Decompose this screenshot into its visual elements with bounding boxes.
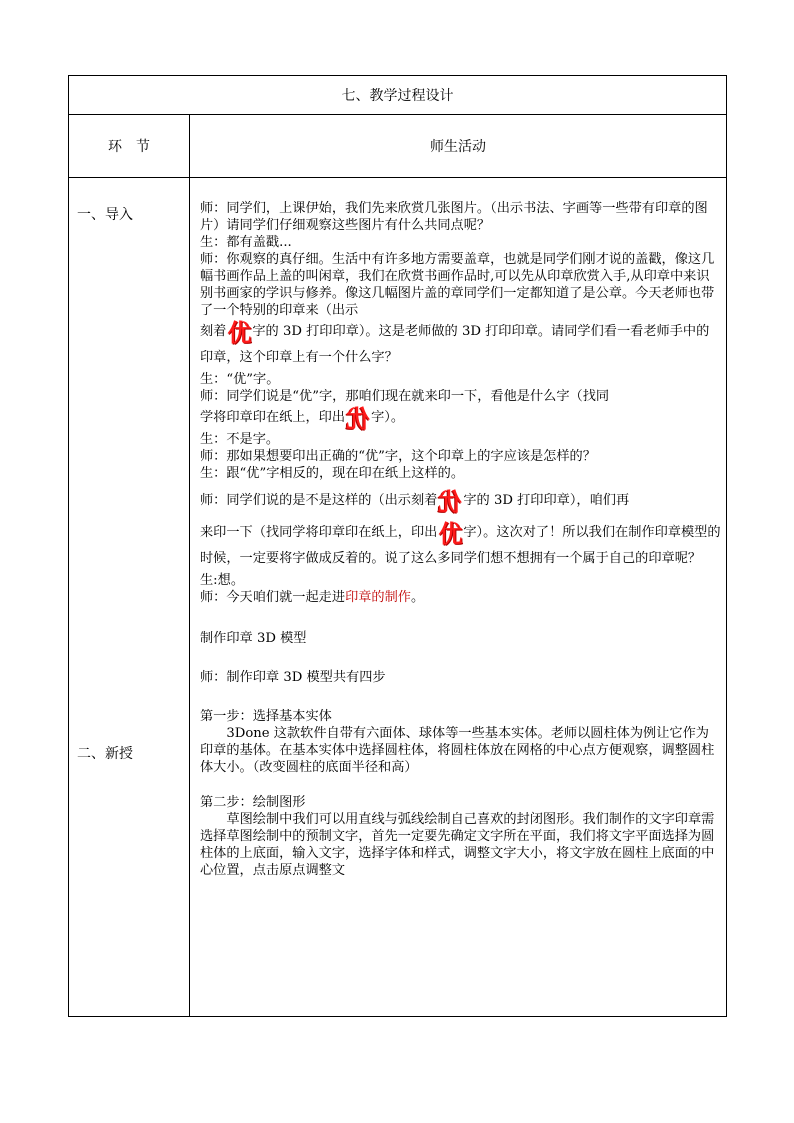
lesson-process-table [68, 75, 727, 1017]
step1-body: 3Done 这款软件自带有六面体、球体等一些基本实体。老师以圆柱体为例让它作为印章的基体。在基本实体中选择圆柱体，将圆柱体放在网格的中心点方便观察，调整圆柱体大小。（改变圆柱的底面半径和高） [200, 726, 715, 775]
intro-text: 师：今天咱们就一起走进 [200, 590, 346, 605]
highlight-topic: 印章的制作 [345, 590, 411, 605]
column-header-activity: 师生活动 [190, 115, 727, 178]
new-heading: 制作印章 3D 模型 [200, 631, 307, 646]
stage-new-label: 二、新授 [77, 746, 133, 762]
teacher-line: 师：制作印章 3D 模型共有四步 [200, 670, 386, 685]
intro-text: 字）。这次对了！所以我们在制作印章模型的时候，一定要将字做成反着的。说了这么多同学们想不想拥有一个属于自己的印章呢？ [200, 525, 721, 566]
column-header-stage: 环 节 [69, 115, 190, 178]
stamp-you-mirrored-icon: 优 [438, 488, 463, 516]
step1-title: 第一步：选择基本实体 [200, 709, 332, 724]
intro-text: 。 [411, 590, 425, 605]
intro-line [200, 589, 722, 606]
intro-line: 师：你观察的真仔细。生活中有许多地方需要盖章，也就是同学们刚才说的盖戳，像这几幅书画作品上盖的叫闲章，我们在欣赏书画作品时,可以先从印章欣赏入手,从印章中来识别书画家的学识与修养。像这几幅图片盖的章同学们一定都知道了是公章。今天老师也带了一个特别的印章来（出示 [200, 252, 715, 318]
intro-line: 生：都有盖戳... [200, 235, 292, 250]
intro-text: 学将印章印在纸上，印出 [200, 410, 346, 425]
intro-line: 师：同学们说是“优”字，那咱们现在就来印一下，看他是什么字（找同 [200, 389, 610, 404]
activity-column [190, 178, 727, 1017]
intro-text: 字的 3D 打印印章）。这是老师做的 3D 打印印章。请同学们看一看老师手中的印章，这个印章上有一个什么字？ [200, 324, 710, 365]
intro-text: 字的 3D 打印印章），咱们再 [463, 493, 630, 508]
intro-line [200, 488, 722, 514]
intro-text: 字）。 [371, 410, 405, 425]
intro-text: 师：同学们说的是不是这样的（出示刻着 [200, 493, 438, 508]
step2-body: 草图绘制中我们可以用直线与弧线绘制自己喜欢的封闭图形。我们制作的文字印章需选择草图绘制中的预制文字，首先一定要先确定文字所在平面，我们将文字平面选择为圆柱体的上底面，输入文字，选择字体和样式，调整文字大小，将文字放在圆柱上底面的中心位置，点击原点调整文 [200, 812, 715, 878]
intro-line: 生：跟“优”字相反的，现在印在纸上这样的。 [200, 466, 465, 481]
stage-intro-label: 一、导入 [77, 207, 133, 223]
section-title: 七、教学过程设计 [69, 76, 727, 115]
intro-line: 生：不是字。 [200, 432, 280, 447]
step2-title: 第二步：绘制图形 [200, 795, 306, 810]
intro-line: 师：同学们，上课伊始，我们先来欣赏几张图片。（出示书法、字画等一些带有印章的图片）请同学们仔细观察这些图片有什么共同点呢？ [200, 201, 708, 233]
intro-line [200, 405, 722, 431]
stamp-you-icon: 优 [438, 520, 463, 548]
intro-line: 生：“优”字。 [200, 372, 280, 387]
intro-text: 来印一下（找同学将印章印在纸上，印出 [200, 525, 438, 540]
intro-dialogue [200, 200, 722, 606]
stage-column [69, 178, 190, 1017]
intro-line [200, 319, 722, 371]
stamp-you-icon: 优 [227, 319, 252, 347]
intro-line: 师：那如果想要印出正确的“优”字，这个印章上的字应该是怎样的？ [200, 449, 596, 464]
intro-line [200, 520, 722, 572]
stamp-you-mirrored-icon: 优 [346, 405, 371, 433]
intro-text: 刻着 [200, 324, 227, 339]
new-section [200, 630, 722, 879]
intro-line: 生:想。 [200, 573, 245, 588]
